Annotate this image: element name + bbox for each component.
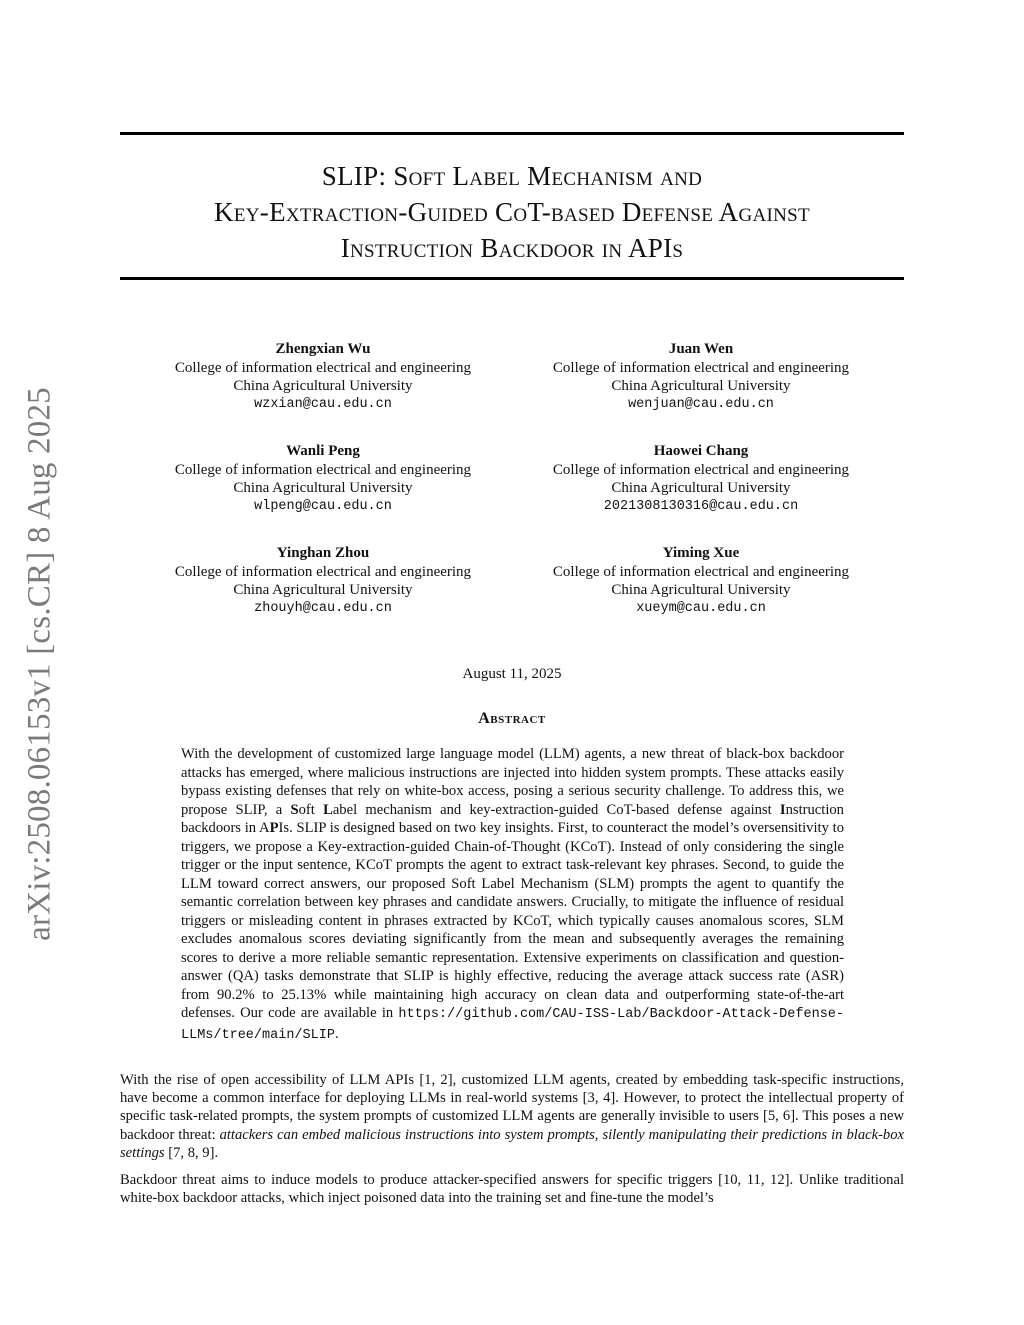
author-university: China Agricultural University xyxy=(233,378,413,394)
author-block xyxy=(123,544,523,618)
author-block xyxy=(501,340,901,414)
author-email[interactable]: xueym@cau.edu.cn xyxy=(636,600,766,616)
author-name: Yinghan Zhou xyxy=(276,545,370,561)
abstract-text xyxy=(181,745,844,1045)
intro-paragraph-2: Backdoor threat aims to induce models to produce attacker-specified answers for specific triggers [10, 11, 12]. Unlike traditional white-box backdoor attacks, which inject poisoned data into the training set and fine-tune the model’s xyxy=(120,1172,904,1207)
author-email[interactable]: wlpeng@cau.edu.cn xyxy=(254,498,392,514)
abstract-segment: oft xyxy=(298,801,324,818)
author-name: Zhengxian Wu xyxy=(275,341,371,357)
author-email[interactable]: 2021308130316@cau.edu.cn xyxy=(603,498,799,514)
author-university: China Agricultural University xyxy=(233,480,413,496)
author-name: Haowei Chang xyxy=(653,443,749,459)
title-rule-bottom xyxy=(120,277,904,280)
abstract-bold-letter: I xyxy=(779,801,786,818)
author-email[interactable]: wzxian@cau.edu.cn xyxy=(254,396,392,412)
author-university: China Agricultural University xyxy=(611,378,791,394)
author-university: China Agricultural University xyxy=(233,582,413,598)
author-block xyxy=(123,442,523,516)
author-email[interactable]: zhouyh@cau.edu.cn xyxy=(254,600,392,616)
author-department: College of information electrical and engineering xyxy=(552,461,850,478)
author-email[interactable]: wenjuan@cau.edu.cn xyxy=(628,396,774,412)
author-department: College of information electrical and engineering xyxy=(174,461,472,478)
author-name: Wanli Peng xyxy=(286,443,360,459)
author-university: China Agricultural University xyxy=(611,582,791,598)
title-line-2: Key-Extraction-Guided CoT-based Defense Against xyxy=(214,197,810,227)
author-department: College of information electrical and engineering xyxy=(552,563,850,580)
arxiv-identifier[interactable]: arXiv:2508.06153v1 [cs.CR] 8 Aug 2025 xyxy=(21,387,58,941)
paper-title xyxy=(120,158,904,266)
author-department: College of information electrical and engineering xyxy=(174,359,472,376)
abstract-bold-letter: L xyxy=(323,801,333,818)
paragraph-text: With the rise of open accessibility of LLM APIs [1, 2], customized LLM agents, created by embedding task-specific instructions, have become a common interface for deploying LLMs in real-world systems [3, 4]. However, to protect the intellectual property of specific task-related prompts, the system prompts of customized LLM agents are generally invisible to users [5, 6]. This poses a new backdoor threat: xyxy=(120,1072,904,1143)
title-line-1: SLIP: Soft Label Mechanism and xyxy=(321,161,703,191)
paragraph-text: [7, 8, 9]. xyxy=(164,1144,219,1161)
abstract-bold-letter: S xyxy=(290,801,299,818)
author-name: Juan Wen xyxy=(668,341,734,357)
author-block xyxy=(501,544,901,618)
author-name: Yiming Xue xyxy=(662,545,740,561)
author-department: College of information electrical and engineering xyxy=(174,563,472,580)
abstract-bold-letter: P xyxy=(269,820,279,836)
abstract-segment: Is. SLIP is designed based on two key insights. First, to counteract the model’s oversensitivity to triggers, we propose a Key-extraction-guided Chain-of-Thought (KCoT). Instead of only considering the single trigger or the input sentence, KCoT prompts the agent to extract task-relevant key phrases. Second, to guide the LLM toward correct answers, our proposed Soft Label Mechanism (SLM) prompts the agent to quantify the semantic correlation between key phrases and candidate answers. Crucially, to mitigate the influence of residual triggers or misleading content in phrases extracted by KCoT, which typically causes anomalous scores, SLM excludes anomalous scores deviating significantly from the mean and subsequently averages the remaining scores to derive a more reliable semantic representation. Extensive experiments on classification and question-answer (QA) tasks demonstrate that SLIP is highly effective, reducing the average attack success rate (ASR) from 90.2% to 25.13% while maintaining high accuracy on clean data and outperforming state-of-the-art defenses. Our code are available in xyxy=(181,820,844,1021)
author-block xyxy=(123,340,523,414)
abstract-segment: With the development of customized large language model (LLM) agents, a new threat of black-box backdoor attacks has emerged, where malicious instructions are injected into hidden system prompts. These attacks easily bypass existing defenses that rely on white-box access, posing a serious security challenge. To address this, we propose SLIP, a xyxy=(181,746,844,818)
code-url-link[interactable]: https://github.com/CAU-ISS-Lab/Backdoor-Attack-Defense-LLMs/tree/main/SLIP xyxy=(181,1007,844,1043)
abstract-heading: Abstract xyxy=(478,710,546,727)
abstract-segment: nstruction backdoors in A xyxy=(181,801,844,836)
publication-date: August 11, 2025 xyxy=(462,666,562,682)
author-department: College of information electrical and engineering xyxy=(552,359,850,376)
paragraph-italic-text: attackers can embed malicious instructions into system prompts, silently manipulating their predictions in black-box settings xyxy=(120,1126,904,1161)
author-university: China Agricultural University xyxy=(611,480,791,496)
author-block xyxy=(501,442,901,516)
title-line-3: Instruction Backdoor in APIs xyxy=(340,233,684,263)
intro-paragraph-1 xyxy=(120,1071,904,1162)
abstract-segment: . xyxy=(334,1025,339,1042)
abstract-segment: abel mechanism and key-extraction-guided CoT-based defense against xyxy=(332,801,780,818)
title-rule-top xyxy=(120,132,904,135)
